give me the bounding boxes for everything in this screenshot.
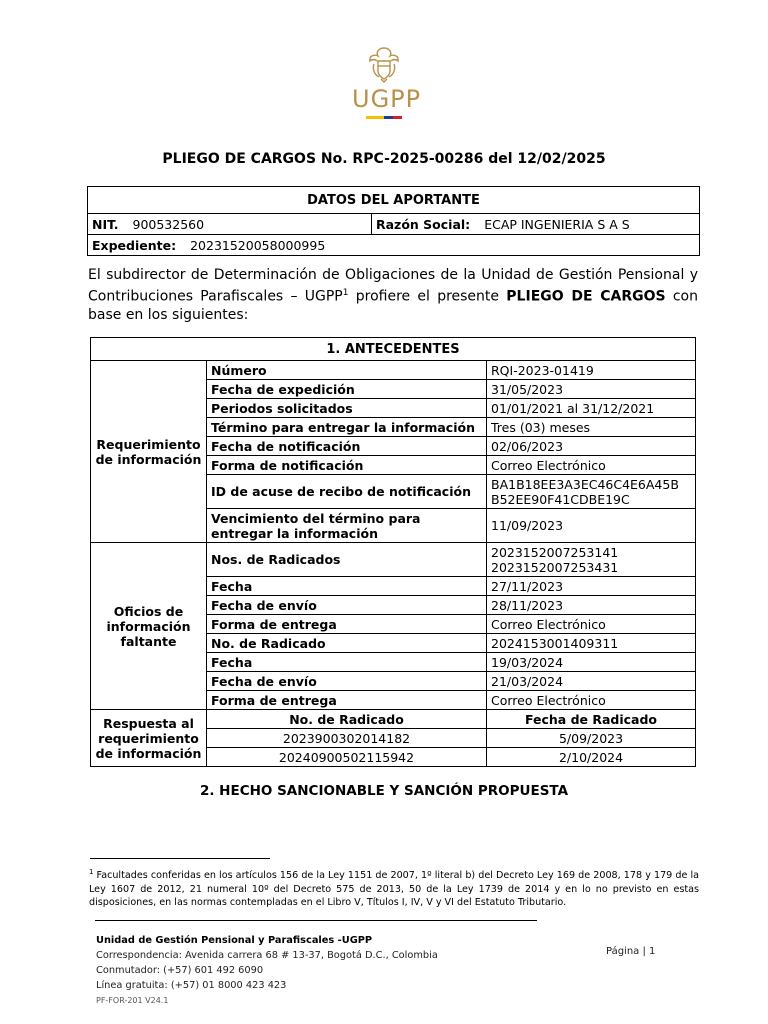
field-label: Forma de notificación	[207, 456, 487, 475]
footer-free-line: Línea gratuita: (+57) 01 8000 423 423	[96, 980, 287, 991]
radicado-value: 2023900302014182	[207, 729, 487, 748]
field-value: 27/11/2023	[487, 577, 696, 596]
flag-stripe	[366, 116, 402, 119]
field-value: 31/05/2023	[487, 380, 696, 399]
document-title: PLIEGO DE CARGOS No. RPC-2025-00286 del 12/02/2025	[162, 151, 606, 167]
radicado-value: 20240900502115942	[207, 748, 487, 767]
field-label: Fecha de expedición	[207, 380, 487, 399]
field-value: RQI-2023-01419	[487, 361, 696, 380]
razon-social-value: ECAP INGENIERIA S A S	[484, 216, 630, 232]
column-header-radicado: No. de Radicado	[207, 710, 487, 729]
razon-social-cell	[372, 214, 700, 235]
field-value: 02/06/2023	[487, 437, 696, 456]
flag-blue	[384, 116, 393, 119]
expediente-row	[88, 235, 700, 256]
footer-organization: Unidad de Gestión Pensional y Parafiscales -UGPP	[96, 935, 373, 946]
nit-value: 900532560	[132, 216, 205, 232]
razon-social-label: Razón Social:	[376, 216, 471, 232]
section-2-heading: 2. HECHO SANCIONABLE Y SANCIÓN PROPUESTA	[199, 783, 569, 799]
field-label: Fecha de envío	[207, 672, 487, 691]
flag-red	[393, 116, 402, 119]
footnote-text: Facultades conferidas en los artículos 156 de la Ley 1151 de 2007, 1º literal b) del Decreto Ley 169 de 2008, 178 y 179 de la Ley 1607 de 2012, 21 numeral 10º del Decreto 575 de 2013, 50 de la Ley 1739 de 2014 y en lo no previsto en estas disposiciones, en las normas contempladas en el Libro V, Títulos I, IV, V y VI del Estatuto Tributario.	[89, 870, 699, 909]
field-label: Vencimiento del término para entregar la información	[207, 509, 487, 543]
expediente-label: Expediente:	[92, 237, 177, 253]
field-value: 28/11/2023	[487, 596, 696, 615]
antecedentes-body	[91, 361, 696, 767]
field-label: ID de acuse de recibo de notificación	[207, 475, 487, 509]
field-label: Fecha de notificación	[207, 437, 487, 456]
field-label: Nos. de Radicados	[207, 543, 487, 577]
oficios-group-label: Oficios de información faltante	[91, 543, 207, 710]
expediente-value: 20231520058000995	[190, 237, 326, 253]
respuesta-group-label: Respuesta al requerimiento de información	[91, 710, 207, 767]
antecedentes-heading: 1. ANTECEDENTES	[91, 338, 696, 361]
intro-bold: PLIEGO DE CARGOS	[506, 288, 666, 305]
nit-label: NIT.	[92, 216, 119, 232]
footer-divider	[95, 920, 537, 921]
field-value: 11/09/2023	[487, 509, 696, 543]
field-value: Correo Electrónico	[487, 456, 696, 475]
requerimiento-group-label: Requerimiento de información	[91, 361, 207, 543]
intro-end: con base en los siguientes:	[88, 288, 698, 323]
field-label: Fecha de envío	[207, 596, 487, 615]
aportante-table	[87, 186, 700, 256]
footer-address: Correspondencia: Avenida carrera 68 # 13-37, Bogotá D.C., Colombia	[96, 950, 438, 961]
page-number: Página | 1	[606, 946, 656, 957]
aportante-heading-row	[88, 187, 700, 214]
table-row	[91, 543, 696, 577]
footer-form-code: PF-FOR-201 V24.1	[96, 996, 169, 1005]
field-value: Correo Electrónico	[487, 691, 696, 710]
field-label: Fecha	[207, 577, 487, 596]
field-value: 19/03/2024	[487, 653, 696, 672]
field-label: No. de Radicado	[207, 634, 487, 653]
aportante-heading: DATOS DEL APORTANTE	[88, 187, 700, 214]
fecha-value: 5/09/2023	[487, 729, 696, 748]
table-row	[91, 361, 696, 380]
ugpp-logo	[352, 44, 422, 128]
field-label: Forma de entrega	[207, 615, 487, 634]
nit-cell	[88, 214, 372, 235]
field-value: 01/01/2021 al 31/12/2021	[487, 399, 696, 418]
footnote-number: 1	[89, 868, 94, 876]
intro-text: El subdirector de Determinación de Obligaciones de la Unidad de Gestión Pensional y Contribuciones Parafiscales – UGPP	[88, 267, 698, 305]
intro-middle: profiere el presente	[348, 288, 507, 305]
flag-yellow	[366, 116, 384, 119]
field-label: Término para entregar la información	[207, 418, 487, 437]
field-label: Número	[207, 361, 487, 380]
field-value: BA1B18EE3A3EC46C4E6A45B B52EE90F41CDBE19C	[487, 475, 696, 509]
field-value: 2024153001409311	[487, 634, 696, 653]
page-footer	[96, 933, 616, 1008]
antecedentes-table	[90, 337, 696, 767]
fecha-value: 2/10/2024	[487, 748, 696, 767]
footer-phone: Conmutador: (+57) 601 492 6090	[96, 965, 264, 976]
logo-wordmark: UGPP	[352, 85, 422, 113]
intro-paragraph	[88, 266, 698, 324]
column-header-fecha: Fecha de Radicado	[487, 710, 696, 729]
footnote	[89, 866, 699, 910]
field-value: 2023152007253141 2023152007253431	[487, 543, 696, 577]
expediente-cell	[88, 235, 700, 256]
antecedentes-heading-row	[91, 338, 696, 361]
footnote-divider	[90, 858, 270, 859]
field-value: Tres (03) meses	[487, 418, 696, 437]
coat-of-arms-icon	[364, 44, 404, 84]
field-label: Fecha	[207, 653, 487, 672]
footnote-ref: 1	[342, 288, 349, 298]
field-value: Correo Electrónico	[487, 615, 696, 634]
respuesta-header-row	[91, 710, 696, 729]
aportante-row	[88, 214, 700, 235]
field-label: Forma de entrega	[207, 691, 487, 710]
field-value: 21/03/2024	[487, 672, 696, 691]
field-label: Periodos solicitados	[207, 399, 487, 418]
